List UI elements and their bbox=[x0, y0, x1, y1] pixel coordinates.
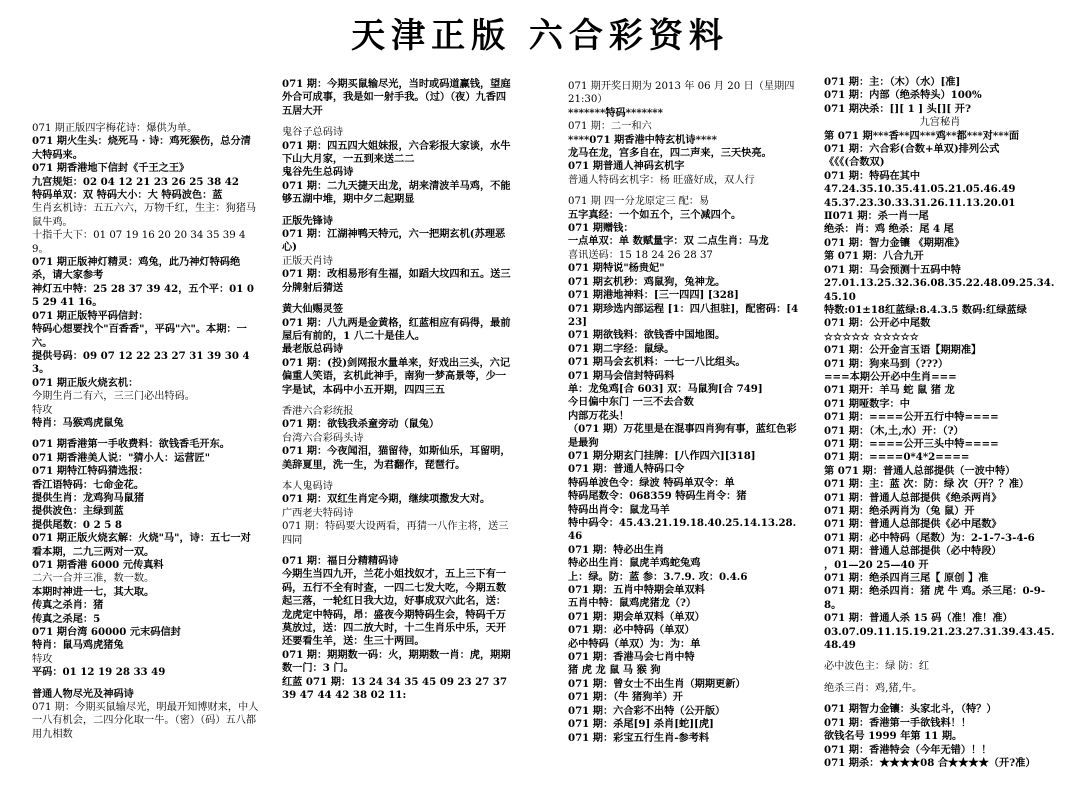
text-line: 071 期珍选内部运程 [1：四八担驻]，配密码：[423] bbox=[568, 302, 799, 328]
text-line: 必中特码（单双）为：为：单 bbox=[568, 637, 701, 650]
paragraph-gap bbox=[282, 472, 514, 480]
text-line: 九宫秘肖 bbox=[919, 117, 961, 129]
text-line: 本期时神进一七，其大取。 bbox=[32, 585, 155, 598]
column-1 bbox=[32, 122, 260, 741]
text-line: 071 期普通人神码玄机字 bbox=[568, 160, 685, 173]
text-line: 特攻 bbox=[32, 653, 53, 665]
text-line: 071 期：香港马会七肖中特 bbox=[568, 651, 695, 664]
text-line: 071 期：今期买鼠输尽光，明最开知博财来，中人一八有机会，二四分化取一牛。（密）（码）五八都用九相数 bbox=[32, 702, 259, 740]
text-line: 071 期港地神料：[三一四四] [328] bbox=[568, 289, 739, 302]
text-line: 071 期哑数字：中 bbox=[824, 397, 910, 410]
text-line: 071 期：（木,土,水）开：（?） bbox=[824, 424, 964, 437]
text-line: 特肖：鼠马鸡虎猪兔 bbox=[32, 639, 124, 652]
paragraph-gap bbox=[824, 674, 1056, 682]
text-line: 071 期香港地下信封《千王之王》 bbox=[32, 162, 190, 175]
text-line: 071 期：公开必中尾数 bbox=[824, 317, 931, 330]
text-line: 071 期：五肖中特期会单双料 bbox=[568, 584, 705, 597]
text-line: 27.01.13.25.32.36.08.35.22.48.09.25.34.45.10 bbox=[824, 277, 1055, 303]
column-2 bbox=[282, 78, 514, 702]
text-line: 071 期：狗来马到（???） bbox=[824, 357, 949, 370]
text-line: 071 期：马会预测十五码中特 bbox=[824, 263, 961, 276]
text-line: 一点单双：单 数赋量字：双 二点生肖：马龙 bbox=[568, 235, 769, 248]
text-line: 普通人特码玄机字：杨 旺盛好成，双人行 bbox=[568, 174, 755, 186]
paragraph-gap bbox=[282, 295, 514, 303]
text-line: 台湾六合彩码头诗 bbox=[282, 432, 364, 444]
text-line: 071 期：普通人杀 15 码（准！准！准） bbox=[824, 612, 1013, 625]
text-line: Ⅱ071 期：杀一肖一尾 bbox=[824, 210, 929, 223]
text-line: 鬼谷子总码诗 bbox=[282, 127, 344, 139]
text-line: 071 期分期玄门挂牌：[八作四六][318] bbox=[568, 449, 756, 462]
text-line: 071 期：期期数一码：火，期期数一肖：虎，期期数一门：3 门。 bbox=[282, 648, 511, 675]
text-line: 071 期：改相易形有生福，如蹈大坟四和五。送三分牌射后猜送 bbox=[282, 268, 511, 294]
paragraph-gap bbox=[824, 652, 1056, 660]
text-line: 特必出生肖：鼠虎羊鸡蛇兔鸡 bbox=[568, 557, 701, 570]
text-line: 071 期：普通人总部提供《绝杀两肖》 bbox=[824, 491, 1002, 504]
text-line: 五字真经：一个如五个，三个减四个。 bbox=[568, 208, 742, 221]
text-line: 071 期：双红生肖定今期，继续项撒发大对。 bbox=[282, 493, 491, 506]
text-line: 香江语特码：七命金花。 bbox=[32, 478, 145, 491]
text-line: （071 期）万花里是在混事四肖狗有事，蓝红色彩是最狗 bbox=[568, 423, 797, 449]
text-line: 071 期：绝杀四肖三尾【 原创 】准 bbox=[824, 572, 989, 585]
text-line: 071 期智力金镶：头家北斗，（特？） bbox=[824, 703, 997, 716]
page-title: 天津正版 六合彩资料 bbox=[351, 16, 729, 56]
text-line: 071 期二字经：鼠绿。 bbox=[568, 342, 675, 355]
text-line: 071 期：二一和六 bbox=[568, 121, 652, 133]
text-line: 特肖：马猴鸡虎鼠兔 bbox=[32, 416, 124, 429]
text-line: 上：绿。防：蓝 参：3.7.9. 攻：0.4.6 bbox=[568, 570, 748, 583]
text-line: 071 期：必中特码（单双） bbox=[568, 624, 695, 637]
text-line: 071 期杀：★★★★08 合★★★★（开?准） bbox=[824, 756, 1036, 769]
text-line: 071 期赠钱： bbox=[568, 222, 634, 235]
text-line: 071 期：智力金镶 《期期准》 bbox=[824, 236, 965, 249]
text-line: 普通人物尽光及神码诗 bbox=[32, 687, 134, 700]
text-line: 071 期：六合彩(合数+单双)排列公式 bbox=[824, 143, 1000, 156]
text-line: 最老版总码诗 bbox=[282, 343, 344, 356]
text-line: 黄大仙赐灵签 bbox=[282, 303, 344, 316]
text-line: 45.37.23.30.33.31.26.11.13.20.01 bbox=[824, 196, 1016, 209]
text-line: 071 期：====公开三头中特==== bbox=[824, 437, 999, 450]
text-line: 特码心想要找个"百香香"，平码"六"。本期：一六。 bbox=[32, 323, 247, 349]
text-line: 071 期：内部（绝杀特头）100% bbox=[824, 89, 982, 102]
text-line: 本人鬼码诗 bbox=[282, 480, 333, 492]
text-line: 071 期：特必出生肖 bbox=[568, 543, 665, 556]
text-line: 第 071 期：八合九开 bbox=[824, 250, 924, 263]
text-line: 071 期：普通人总部提供（必中特段） bbox=[824, 545, 1002, 558]
text-line: 071 期特说"杨贵妃" bbox=[568, 262, 665, 275]
text-line: 071 期：特码在其中 bbox=[824, 169, 921, 182]
column-4 bbox=[824, 76, 1056, 770]
paragraph-gap bbox=[32, 680, 260, 688]
text-line: 必中波色主：绿 防：红 bbox=[824, 661, 930, 673]
text-line: 071 期正版神灯精灵：鸡兔，此乃神灯特码绝杀，请大家参考 bbox=[32, 256, 241, 282]
text-line: 071 期：绝杀四肖：猪 虎 牛 鸡。杀三尾：0-9-8。 bbox=[824, 585, 1046, 611]
text-line: 特码单波色令：绿波 特码单双令：单 bbox=[568, 476, 735, 489]
text-line: 《《《(合数双) bbox=[824, 156, 885, 169]
text-line: *******特码******* bbox=[568, 106, 663, 119]
text-line: 071 期：普通人特码口令 bbox=[568, 463, 685, 476]
text-line: 第 071 期***香**四***鸡**都***对***面 bbox=[824, 129, 1020, 142]
text-line: 十指千大下：01 07 19 16 20 20 34 35 39 49。 bbox=[32, 230, 246, 255]
text-line: ===本期公开必中生肖=== bbox=[824, 370, 957, 383]
text-line: 071 期：必中特码（尾数）为：2-1-7-3-4-6 bbox=[824, 531, 1035, 544]
text-line: 第 071 期：普通人总部提供（一波中特） bbox=[824, 464, 1016, 477]
text-line: 071 期马会玄机料：一七一八比组头。 bbox=[568, 356, 746, 369]
paragraph-gap bbox=[282, 118, 514, 126]
text-line: 提供生肖：龙鸡狗马鼠猪 bbox=[32, 491, 145, 504]
text-line: 071 期开奖日期为 2013 年 06 月 20 日（星期四 21:30） bbox=[568, 81, 795, 106]
text-line: 生肖玄机诗：五五六六，万物千红，生主：狗猪马鼠牛鸡。 bbox=[32, 203, 257, 228]
text-line: 071 期：香港第一手欲钱料！！ bbox=[824, 716, 972, 729]
text-line: 071 期：====公开五行中特==== bbox=[824, 411, 999, 424]
text-line: 071 期：四五四大姐妹报，六合彩报大家谈，水牛下山大月家，一五到来送二二 bbox=[282, 139, 511, 166]
text-line: 03.07.09.11.15.19.21.23.27.31.39.43.45.48.49 bbox=[824, 625, 1055, 652]
text-line: 071 期香港第一手收费料：欲钱香毛开东。 bbox=[32, 438, 230, 451]
text-line: 071 期：曾女士不出生肖（期期更新） bbox=[568, 677, 746, 690]
text-line: ☆☆☆☆☆ ☆☆☆☆☆ bbox=[824, 330, 919, 343]
text-line: 绝杀：肖：鸡 绝杀：尾 4 尾 bbox=[824, 223, 954, 236]
text-line: 二六一合并三准，数一数。 bbox=[32, 573, 155, 585]
text-line: 神灯五中特：25 28 37 39 42，五个平：01 05 29 41 16。 bbox=[32, 282, 254, 309]
text-line: 九宫规矩：02 04 12 21 23 26 25 38 42 bbox=[32, 175, 239, 188]
text-line: 特中码令：45.43.21.19.18.40.25.14.13.28.46 bbox=[568, 517, 797, 543]
text-line: 香港六合彩统报 bbox=[282, 405, 354, 417]
text-line: 071 期正版火烧玄解：火烧"马"，诗：五七一对看本期，二九三两对一双。 bbox=[32, 532, 251, 558]
text-line: 071 期：杀尾[9] 杀肖[蛇][虎] bbox=[568, 718, 714, 731]
text-line: 鬼谷先生总码诗 bbox=[282, 166, 354, 179]
column-3 bbox=[568, 80, 800, 745]
text-line: ****071 期香港中特玄机诗**** bbox=[568, 133, 717, 146]
text-line: 071 期：====0*4*2==== bbox=[824, 451, 970, 464]
text-line: 071 期：绝杀两肖为（兔 鼠）开 bbox=[824, 505, 975, 517]
text-line: 正版天肖诗 bbox=[282, 255, 333, 267]
text-line: 传真之杀尾：5 bbox=[32, 612, 101, 625]
text-line: 071 期：八九两是金黄格，红蓝相应有码得，最前屋后有前的，1 八二十是佳人。 bbox=[282, 316, 511, 342]
text-line: 071 期：公开金言玉语【期期准】 bbox=[824, 344, 982, 357]
text-line: 071 期 四一分龙原定三 配：易 bbox=[568, 196, 710, 208]
paragraph-gap bbox=[568, 187, 800, 195]
text-line: 喜讯送码：15 18 24 26 28 37 bbox=[568, 249, 713, 261]
text-line: 071 期决杀：[][ 1 ] 头[][ 开? bbox=[824, 102, 971, 115]
text-line: 特攻 bbox=[32, 404, 53, 416]
text-line: 内部万花头！ bbox=[568, 409, 630, 422]
text-line: 071 期：香港特会（今年无错）！！ bbox=[824, 743, 992, 756]
text-line: 平码：01 12 19 28 33 49 bbox=[32, 666, 166, 679]
text-line: 071 期台湾 60000 元末码信封 bbox=[32, 626, 181, 639]
text-line: 071 期：(投)剑网报水量单来，好戏出三头，六记偏重人笑语，玄机此神手，南狗一梦高景等，少一字是试，本码中小五开期，四四三五 bbox=[282, 356, 511, 396]
text-line: 特码出肖令：鼠龙马羊 bbox=[568, 503, 670, 516]
text-line: 五肖中特：鼠鸡虎猪龙（?） bbox=[568, 597, 697, 610]
text-line: 071 期：江湖神鸭天特元，六一把期玄机(苏理恶心) bbox=[282, 228, 506, 254]
text-line: 红蓝 071 期：13 24 34 35 45 09 23 27 37 39 47 44 42 38 02 11: bbox=[282, 675, 508, 702]
text-line: 今期生肖二有六，三三门必出特码。 bbox=[32, 391, 195, 403]
text-line: 071 期：特码要大设两看，再猜一八作主将，送三四同 bbox=[282, 521, 509, 546]
text-line: 071 期：期会单双料（单双） bbox=[568, 610, 705, 623]
text-line: 071 期正版火烧玄机： bbox=[32, 376, 139, 389]
text-line: 071 期火生头：烧死马 · 诗：鸡死猴伤，总分清大特码来。 bbox=[32, 135, 251, 161]
text-line: 单：龙兔鸡[合 603] 双：马鼠狗[合 749] bbox=[568, 382, 763, 395]
text-line: 071 期：今期买鼠输尽光，当时或码道赢钱，望庭外合可成事，我是如一射手我。（过）（夜）九香四五居大开 bbox=[282, 78, 511, 117]
text-line: 正版先锋诗 bbox=[282, 214, 333, 227]
text-line: 47.24.35.10.35.41.05.21.05.46.49 bbox=[824, 183, 1016, 196]
text-line: 071 期：（牛 猪狗羊）开 bbox=[568, 691, 683, 704]
text-line: 071 期：今夜闻泪，猫留待，如斯仙乐，耳留明，美辞夏里，洗一生，为君翻作，琵琶行。 bbox=[282, 445, 511, 471]
text-line: 071 期正版四字梅花诗：爆供为单。 bbox=[32, 123, 198, 134]
text-line: 特码单双：双 特码大小：大 特码波色：蓝 bbox=[32, 189, 223, 202]
paragraph-gap bbox=[282, 207, 514, 215]
text-line: 提供波色：主绿到蓝 bbox=[32, 505, 124, 518]
text-line: 071 期香港美人说："猜小人：运营匠" bbox=[32, 451, 211, 464]
text-line: 071 期香港 6000 元传真料 bbox=[32, 559, 164, 571]
text-line: 071 期：主：蓝 次：防：绿 次（开？？准） bbox=[824, 478, 1030, 491]
text-line: 猪 虎 龙 鼠 马 猴 狗 bbox=[568, 664, 661, 677]
text-line: ，01—20 25—40 开 bbox=[824, 558, 929, 571]
text-line: 传真之杀肖：猪 bbox=[32, 599, 104, 612]
text-line: 071 期：六合彩不出特（公开版） bbox=[568, 704, 726, 717]
text-line: 特数:01±18红蓝绿:8.4.3.5 数码:红绿蓝绿 bbox=[824, 303, 1027, 316]
text-line: 071 期：二九天捷天出龙，胡来清波羊马鸡，不能够五湖中堆，期中夕二起期显 bbox=[282, 179, 511, 206]
text-line: 071 期：主：（木）（水）[准] bbox=[824, 76, 961, 88]
paragraph-gap bbox=[282, 397, 514, 405]
text-line: 欲钱名号 1999 年第 11 期。 bbox=[824, 730, 963, 743]
text-line: 071 期马会信封特码料 bbox=[568, 369, 675, 382]
paragraph-gap bbox=[282, 547, 514, 555]
text-line: 071 期：普通人总部提供《必中尾数》 bbox=[824, 518, 1002, 531]
text-line: 071 期正版特平码信封： bbox=[32, 309, 149, 322]
text-line: 071 期欲钱料：欲钱香中国地图。 bbox=[568, 329, 726, 342]
text-line: 071 期特江特码猜选报： bbox=[32, 465, 149, 478]
text-line: 071 期开：羊马 蛇 鼠 猪 龙 bbox=[824, 384, 955, 397]
text-line: 特码尾数令：068359 特码生肖令：猪 bbox=[568, 490, 747, 503]
text-line: 071 期：欲钱我杀童旁动（鼠兔） bbox=[282, 418, 440, 431]
text-line: 071 期玄机秒：鸡鼠狗，兔神龙。 bbox=[568, 275, 726, 288]
text-line: 今期生当四九开，兰花小姐找奴才，五上三下有一码，五行不全有时查，一四二七发大吃，今期五数起三落，一轮红日我大边，好事成双六此名，送：龙虎定中特码，昂：盛夜今期特码生会，特码千万莫放过，送：四二放大时，十二生肖乐中乐，天开还要看生羊，送：生三十两回。 bbox=[282, 568, 507, 648]
text-line: 提供尾数：0 2 5 8 bbox=[32, 518, 122, 531]
text-line: 今日偏中东门 一三不去合数 bbox=[568, 396, 694, 409]
text-line: 071 期：彩宝五行生肖-参考料 bbox=[568, 731, 710, 744]
text-line: 绝杀三肖：鸡,猪,牛。 bbox=[824, 682, 923, 694]
text-line: 龙马在龙，宫多自在，四二声来，三天快亮。 bbox=[568, 147, 772, 160]
text-line: 071 期：福日分精精码诗 bbox=[282, 555, 399, 567]
text-line: 提供号码：09 07 12 22 23 27 31 39 30 43。 bbox=[32, 349, 250, 376]
text-line: 广西老夫特码诗 bbox=[282, 507, 354, 519]
